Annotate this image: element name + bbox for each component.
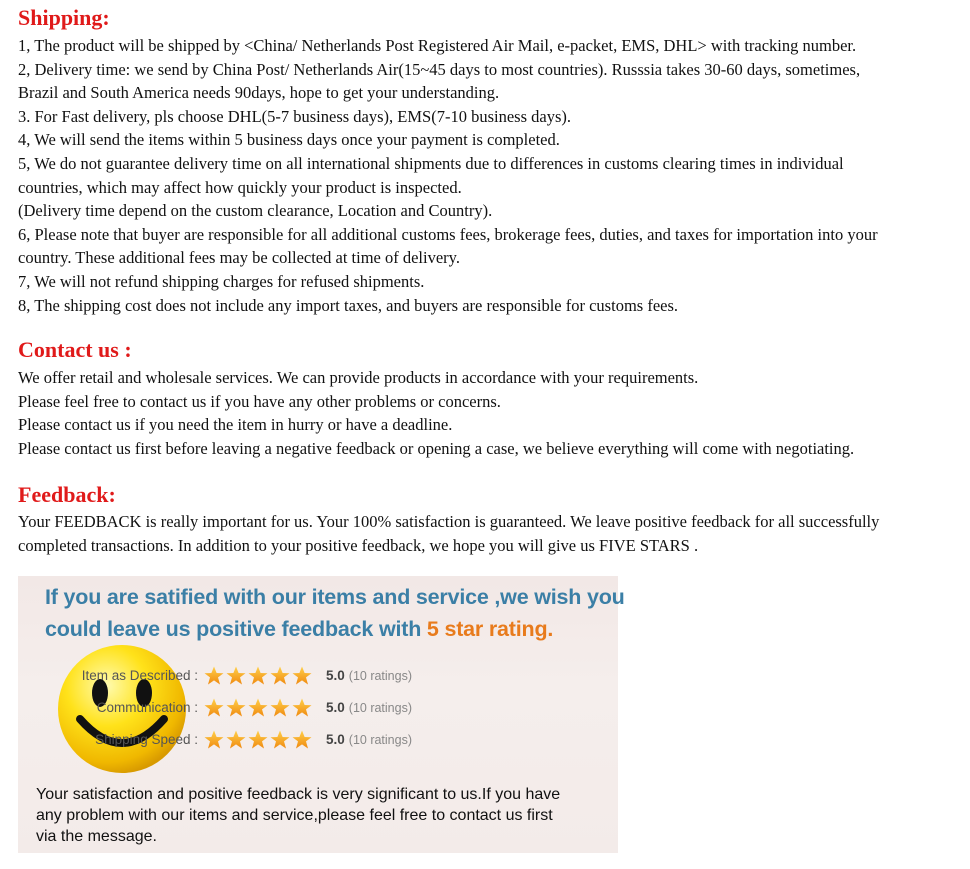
shipping-line: Brazil and South America needs 90days, hope to get your understanding. [18, 83, 500, 103]
banner-footer-line: any problem with our items and service,please feel free to contact us first [36, 807, 553, 824]
shipping-text [18, 34, 963, 317]
feedback-banner [18, 576, 625, 853]
shipping-line: 7, We will not refund shipping charges for refused shipments. [18, 271, 425, 291]
shipping-line: (Delivery time depend on the custom clearance, Location and Country). [18, 201, 493, 221]
feedback-text [18, 510, 963, 557]
feedback-line: Your FEEDBACK is really important for us. Your 100% satisfaction is guaranteed. We leave positive feedback for all successfully [18, 512, 880, 531]
rating-score [326, 665, 412, 687]
shipping-line: 5, We do not guarantee delivery time on all international shipments due to differences in customs clearing times in individual [18, 153, 844, 173]
rating-label: Shipping Speed : [95, 732, 198, 747]
rating-label: Item as Described : [81, 668, 198, 683]
rating-score-value: 5.0 [326, 668, 345, 683]
contact-heading: Contact us : [18, 337, 132, 362]
banner-headline-text: could leave us positive feedback with [45, 617, 427, 641]
rating-count: (10 ratings) [348, 669, 413, 683]
banner-footer-line: via the message. [36, 828, 157, 845]
rating-row-item-described [68, 665, 568, 687]
shipping-line: 8, The shipping cost does not include any import taxes, and buyers are responsible for customs fees. [18, 295, 679, 315]
rating-row-communication [68, 697, 568, 719]
banner-footer-text [36, 784, 611, 847]
contact-text [18, 366, 963, 460]
banner-footer-line: Your satisfaction and positive feedback is very significant to us.If you have [36, 786, 561, 803]
banner-headline-highlight: 5 star rating. [426, 617, 554, 641]
rating-score [326, 729, 412, 751]
rating-count: (10 ratings) [348, 733, 413, 747]
rating-label: Communication : [96, 700, 198, 715]
contact-line: We offer retail and wholesale services. We can provide products in accordance with your requirements. [18, 368, 699, 387]
banner-headline-line: If you are satified with our items and service ,we wish you [45, 585, 625, 609]
shipping-line: 2, Delivery time: we send by China Post/ Netherlands Air(15~45 days to most countries). Russsia takes 30-60 days, sometimes, [18, 59, 861, 79]
five-stars-icon [204, 698, 312, 718]
rating-score [326, 697, 412, 719]
five-stars-icon [204, 666, 312, 686]
shipping-line: 6, Please note that buyer are responsible for all additional customs fees, brokerage fees, duties, and taxes for importation into your [18, 224, 878, 244]
rating-score-value: 5.0 [326, 700, 345, 715]
shipping-line: country. These additional fees may be collected at time of delivery. [18, 248, 460, 268]
five-stars-icon [204, 730, 312, 750]
shipping-line: 3. For Fast delivery, pls choose DHL(5-7 business days), EMS(7-10 business days). [18, 106, 571, 126]
shipping-line: 1, The product will be shipped by <China/ Netherlands Post Registered Air Mail, e-packet, EMS, DHL> with tracking number. [18, 36, 857, 55]
shipping-line: 4, We will send the items within 5 business days once your payment is completed. [18, 130, 560, 150]
feedback-heading: Feedback: [18, 482, 116, 507]
contact-line: Please feel free to contact us if you have any other problems or concerns. [18, 391, 501, 411]
contact-line: Please contact us first before leaving a negative feedback or opening a case, we believe everything will come with negotiating. [18, 438, 855, 458]
banner-headline-line [45, 613, 615, 645]
contact-line: Please contact us if you need the item in hurry or have a deadline. [18, 415, 453, 435]
shipping-line: countries, which may affect how quickly your product is inspected. [18, 177, 462, 197]
rating-score-value: 5.0 [326, 732, 345, 747]
rating-row-shipping-speed [68, 729, 568, 751]
feedback-line: completed transactions. In addition to your positive feedback, we hope you will give us FIVE STARS . [18, 535, 699, 555]
rating-count: (10 ratings) [348, 701, 413, 715]
shipping-heading: Shipping: [18, 5, 110, 30]
banner-headline [45, 581, 625, 645]
